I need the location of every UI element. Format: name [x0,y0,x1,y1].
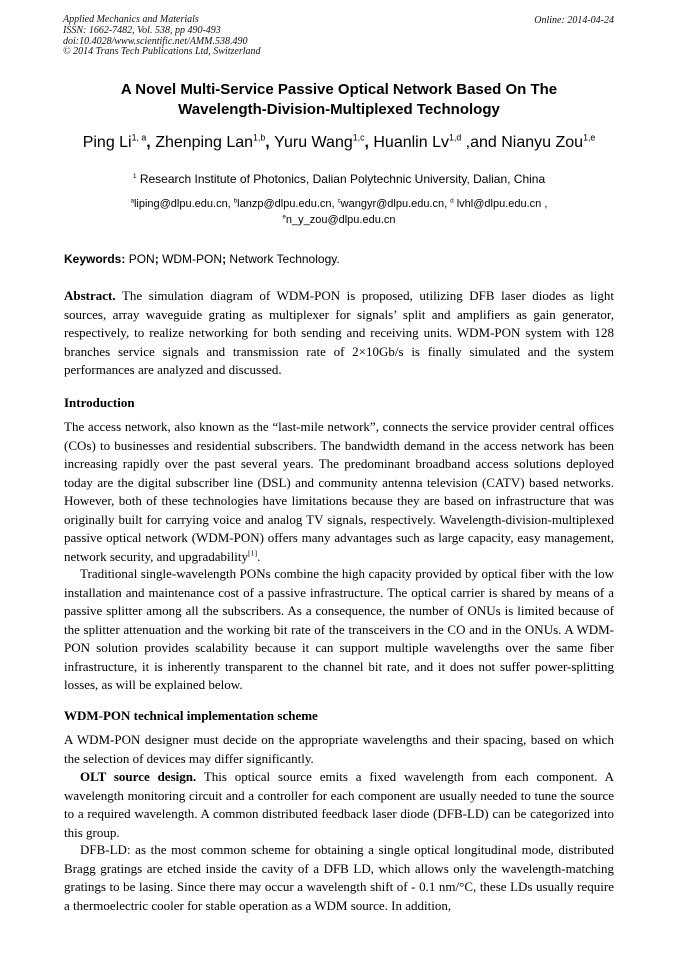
section2-heading: WDM-PON technical implementation scheme [64,708,318,723]
title-line-2: Wavelength-Division-Multiplexed Technology [178,101,500,118]
author-sup: 1,e [583,132,596,143]
author-separator: ,and [461,134,502,151]
affiliation-text: Research Institute of Photonics, Dalian Polytechnic University, Dalian, China [139,172,546,186]
author-name: Huanlin Lv [373,134,449,151]
paper-title [40,80,638,120]
abstract-text: The simulation diagram of WDM-PON is proposed, utilizing DFB laser diodes as light sources, array waveguide grating as multiplexer for signals’ split and amplifiers as gain generator, respectively, to realize networking for both sending and receiving units. WDM-PON system with 128 branches service signals and transmission rate of 2×10Gb/s is finally simulated and the system performances are analyzed and discussed. [64,288,615,377]
keyword: WDM-PON [162,252,223,266]
keywords-label: Keywords: [64,252,126,266]
keyword: Network Technology. [229,252,340,266]
email-a[interactable]: liping@dlpu.edu.cn, [133,198,234,210]
introduction-heading: Introduction [64,395,135,410]
author-name: Nianyu Zou [501,134,584,151]
author-separator: , [146,134,156,151]
author-sup: 1,d [448,132,462,143]
intro-p1-text: The access network, also known as the “last-mile network”, connects the service provider central offices (COs) to businesses and residential subscribers. The bandwidth demand in the access network has been increasing rapidly over the past several years. The predominant broadband access solutions deployed today are the digital subscriber line (DSL) and community antenna television (CATV) based networks. However, both of these technologies have limitations because they are based on infrastructure that was originally built for carrying voice and analog TV signals, respectively. Wavelength-division-multiplexed passive optical network (WDM-PON) offers many advantages such as large capacity, easy management, network security, and upgradability [64,419,614,564]
email-e[interactable]: n_y_zou@dlpu.edu.cn [285,214,396,226]
author-name: Yuru Wang [274,134,353,151]
author-separator: , [364,134,374,151]
email-c[interactable]: wangyr@dlpu.edu.cn, [340,198,451,210]
keyword: PON [128,252,155,266]
title-line-1: A Novel Multi-Service Passive Optical Network Based On The [120,81,558,98]
author-list [30,133,648,153]
email-d[interactable]: lvhl@dlpu.edu.cn , [456,198,548,210]
intro-p1-end: . [257,548,261,564]
abstract [64,287,614,380]
section2-p3: DFB-LD: as the most common scheme for obtaining a single optical longitudinal mode, distributed Bragg gratings are etched inside the cavity of a DFB LD, which allows only the wavelength-matching gratings to be lasing. Since there may occur a wavelength shift of - 0.1 nm/°C, these LDs usually require a thermoelectric cooler for stable operation as a WDM source. In addition, [64,842,614,913]
section2-p2 [64,768,614,842]
keywords: Keywords: PON; WDM-PON; Network Technology. [64,252,340,266]
online-date: Online: 2014-04-24 [534,15,614,26]
introduction-p2: Traditional single-wavelength PONs combine the high capacity provided by optical fiber with the low installation and maintenance cost of a passive infrastructure. The optical carrier is shared by means of a passive splitter among all the subscribers. As a consequence, the number of ONUs is limited because of the splitter attenuation and the working bit rate of the transceivers in the CO and in the ONUs. A WDM-PON solution provides scalability because it can support multiple wavelengths over the same fiber infrastructure, it is inherently transparent to the channel bit rate, and it does not suffer power-splitting losses, as will be explained below. [64,566,614,692]
author-separator: , [265,134,275,151]
author-name: Zhenping Lan [155,134,254,151]
email-list: $^a$liping@dlpu.edu.cn, $^b$lanzp@dlpu.edu.cn, $^c$wangyr@dlpu.edu.cn, $^d$ lvhl@dlpu.edu.cn , $^e$n_y_zou@dlpu.edu.cn [130,198,548,226]
author-name: Ping Li [82,134,132,151]
affiliation-sup: 1 [132,173,137,180]
abstract-label: Abstract. [64,288,116,303]
copyright-line: © 2014 Trans Tech Publications Ltd, Switzerland [63,46,261,58]
author-sup: 1,b [253,132,266,143]
author-sup: 1, a [131,132,147,143]
affiliation [40,172,638,186]
section2-p2-text: This optical source emits a fixed wavelength from each component. A wavelength monitoring circuit and a controller for each component are usually needed to tune the source to a required wavelength. A common distributed feedback laser diode (DFB-LD) can be categorized into this group. [64,769,615,840]
olt-label: OLT source design. [80,769,197,784]
citation-ref[interactable]: [1] [248,548,258,558]
email-b[interactable]: lanzp@dlpu.edu.cn, [237,198,338,210]
doi-line[interactable]: doi:10.4028/www.scientific.net/AMM.538.490 [63,35,248,47]
introduction-p1 [64,418,614,566]
journal-name: Applied Mechanics and Materials [63,14,199,25]
journal-header [63,15,261,58]
issn-line: ISSN: 1662-7482, Vol. 538, pp 490-493 [63,24,221,36]
author-sup: 1,c [352,132,365,143]
section2-p1: A WDM-PON designer must decide on the appropriate wavelengths and their spacing, based on which the selection of devices may differ significantly. [64,732,614,766]
